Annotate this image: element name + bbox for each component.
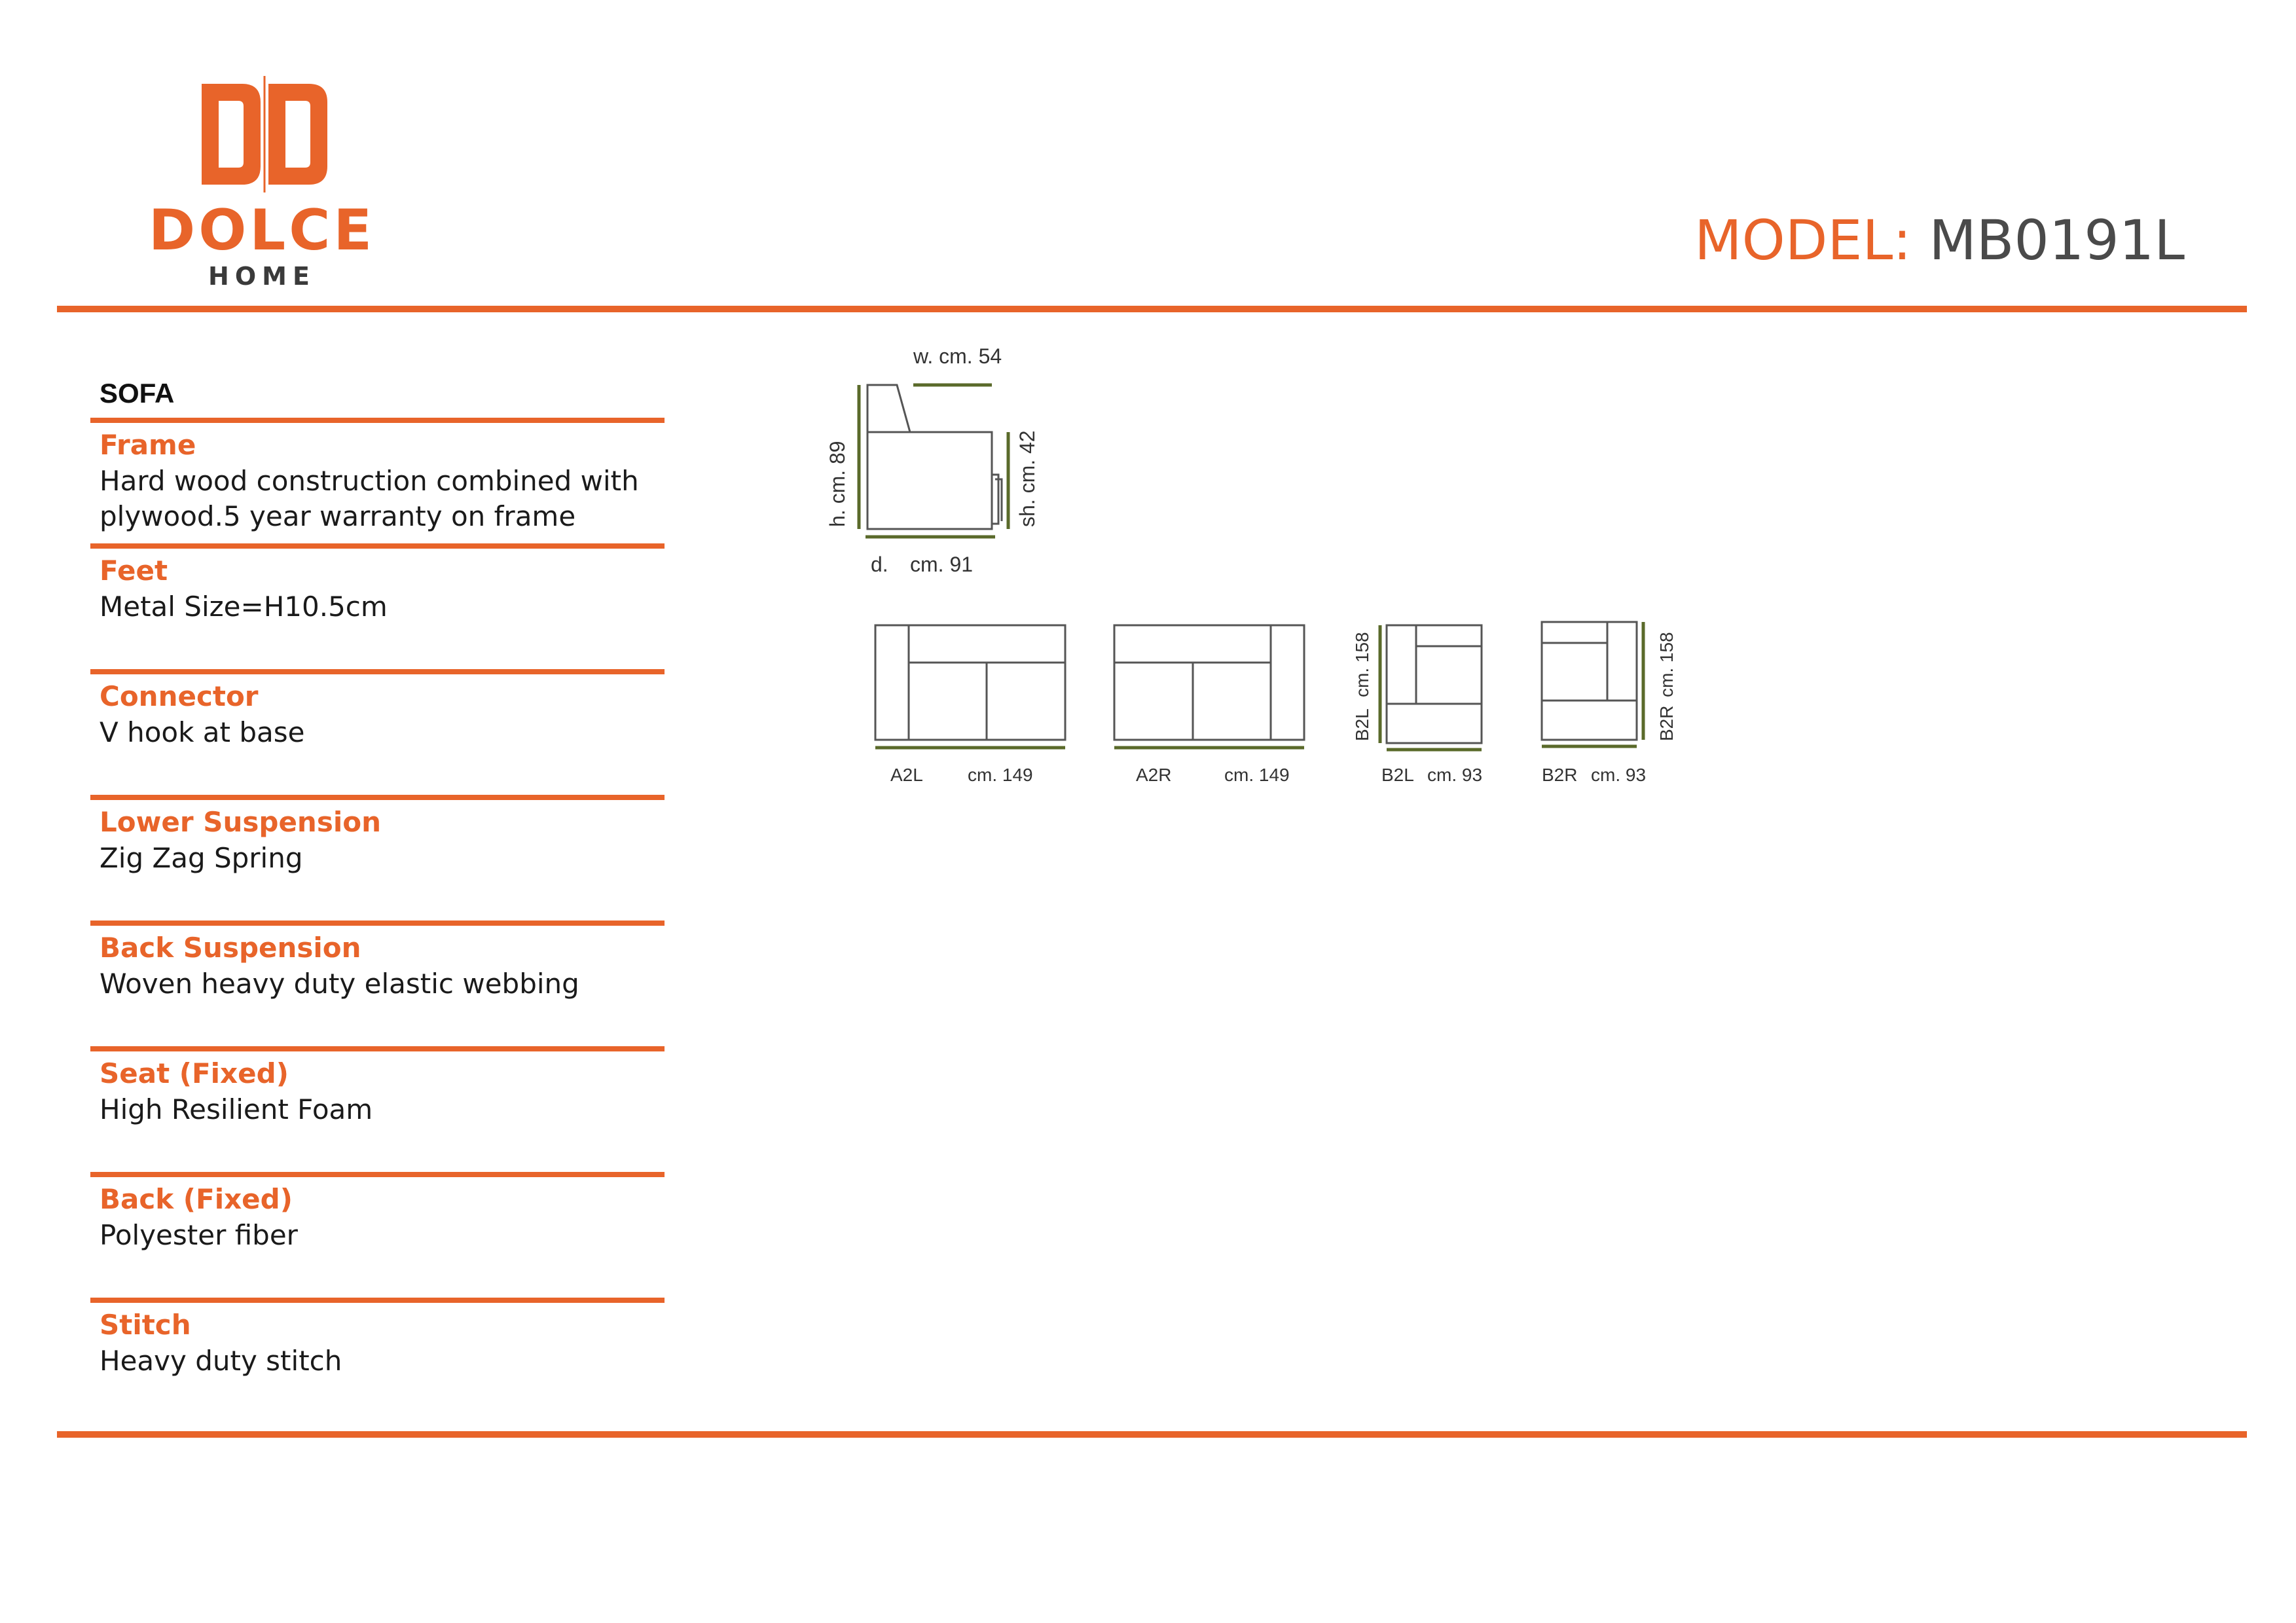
depth-label: cm. 91 <box>910 553 974 576</box>
module-b2l-drawing <box>1387 625 1482 743</box>
module-a2r-drawing <box>1114 625 1304 740</box>
spec-item <box>90 543 665 669</box>
brand-name: DOLCE <box>148 198 376 263</box>
spec-heading: SOFA <box>100 378 175 409</box>
spec-title: Back (Fixed) <box>100 1183 293 1215</box>
spec-title: Back Suspension <box>100 932 361 964</box>
module-size: cm. 93 <box>1591 765 1647 785</box>
module-size: cm. 149 <box>1224 765 1290 785</box>
spec-item <box>90 795 665 921</box>
spec-desc: V hook at base <box>100 716 305 748</box>
spec-desc: Polyester fiber <box>100 1219 298 1251</box>
top-divider <box>57 306 2247 312</box>
module-a2l-drawing <box>875 625 1065 740</box>
spec-title: Feet <box>100 555 168 587</box>
dimension-lines <box>859 385 1008 537</box>
spec-desc: Hard wood construction combined with plywood.5 year warranty on frame <box>100 465 639 532</box>
spec-item <box>90 418 665 543</box>
spec-desc: Heavy duty stitch <box>100 1345 342 1377</box>
model-label: MODEL: <box>1694 208 1912 272</box>
spec-title: Seat (Fixed) <box>100 1057 289 1089</box>
width-label: w. cm. 54 <box>913 344 1002 368</box>
module-code: B2L <box>1381 765 1414 785</box>
depth-prefix: d. <box>871 553 888 576</box>
module-size: cm. 149 <box>968 765 1033 785</box>
spec-title: Lower Suspension <box>100 806 381 838</box>
model-title <box>1694 208 2185 272</box>
seat-height-label: sh. cm. 42 <box>1015 430 1039 527</box>
spec-item <box>90 1046 665 1172</box>
module-code: A2L <box>890 765 923 785</box>
module-size: cm. 93 <box>1427 765 1483 785</box>
module-b2r-drawing <box>1542 622 1637 740</box>
brand-sub: HOME <box>208 262 316 291</box>
dimension-drawings <box>805 340 1722 812</box>
spec-desc: Metal Size=H10.5cm <box>100 591 388 623</box>
spec-title: Connector <box>100 680 259 712</box>
module-side: cm. 158 <box>1656 632 1677 697</box>
height-label: h. cm. 89 <box>826 441 849 527</box>
spec-desc: Woven heavy duty elastic webbing <box>100 968 579 1000</box>
spec-desc: High Resilient Foam <box>100 1093 373 1125</box>
spec-item <box>90 1172 665 1298</box>
module-code: B2R <box>1542 765 1578 785</box>
spec-item <box>90 921 665 1046</box>
bottom-divider <box>57 1431 2247 1438</box>
dolce-monogram-icon <box>131 72 393 203</box>
spec-title: Frame <box>100 429 196 461</box>
module-code-vertical: B2R <box>1656 705 1677 741</box>
logo <box>131 72 393 295</box>
module-side: cm. 158 <box>1352 632 1372 697</box>
side-view-drawing <box>867 385 1002 529</box>
spec-item <box>90 669 665 795</box>
spec-desc: Zig Zag Spring <box>100 842 303 874</box>
spec-list <box>90 374 665 1423</box>
spec-item <box>90 1298 665 1423</box>
module-code-vertical: B2L <box>1352 708 1372 741</box>
model-value: MB0191L <box>1929 208 2185 272</box>
module-code: A2R <box>1136 765 1172 785</box>
spec-title: Stitch <box>100 1309 191 1341</box>
